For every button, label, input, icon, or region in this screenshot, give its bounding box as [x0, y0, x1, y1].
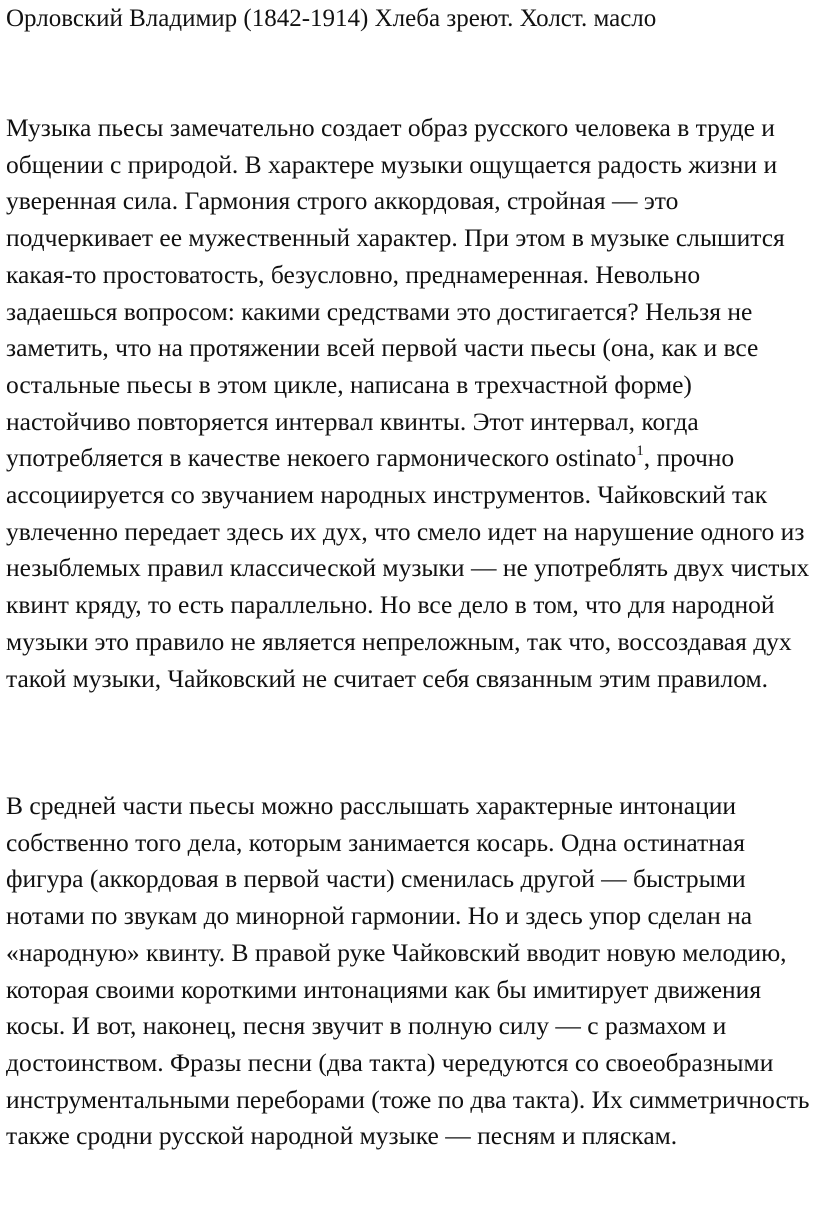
paragraph-middle-part: В средней части пьесы можно расслышать характерные интонации собственно того дела, которым занимается косарь. Одна остинатная фигура (аккордовая в первой части) сменилась другой — быстрыми нотами по звукам до минорной гармонии. Но и здесь упор сделан на «народную» квинту. В правой руке Чайковский вводит новую мелодию, которая своими короткими интонациями как бы имитирует движения косы. И вот, наконец, песня звучит в полную силу — с размахом и достоинством. Фразы песни (два такта) чередуются со своеобразными инструментальными переборами (тоже по два такта). Их симметричность также сродни русской народной музыке — песням и пляскам. — [6, 791, 810, 1151]
image-caption: Орловский Владимир (1842-1914) Хлеба зреют. Холст. масло — [6, 5, 657, 32]
footnote-mark[interactable]: 1 — [636, 443, 644, 460]
paragraph-text-after-footnote: , прочно ассоциируется со звучанием народных инструментов. Чайковский так увлеченно передает здесь их дух, что смело идет на нарушение одного из незыблемых правил классической музыки — не употреблять двух чистых квинт кряду, то есть параллельно. Но все дело в том, что для народной музыки это правило не является непреложным, так что, воссоздавая дух такой музыки, Чайковский не считает себя связанным этим правилом. — [6, 443, 810, 693]
paragraph-first-part — [6, 110, 810, 697]
paragraph-text-before-footnote: Музыка пьесы замечательно создает образ русского человека в труде и общении с природой. В характере музыки ощущается радость жизни и уверенная сила. Гармония строго аккордовая, стройная — это подчеркивает ее мужественный характер. При этом в музыке слышится какая-то простоватость, безусловно, преднамеренная. Невольно задаешься вопросом: какими средствами это достигается? Нельзя не заметить, что на протяжении всей первой части пьесы (она, как и все остальные пьесы в этом цикле, написана в трехчастной форме) настойчиво повторяется интервал квинты. Этот интервал, когда употребляется в качестве некоего гармонического ostinato — [6, 113, 785, 473]
